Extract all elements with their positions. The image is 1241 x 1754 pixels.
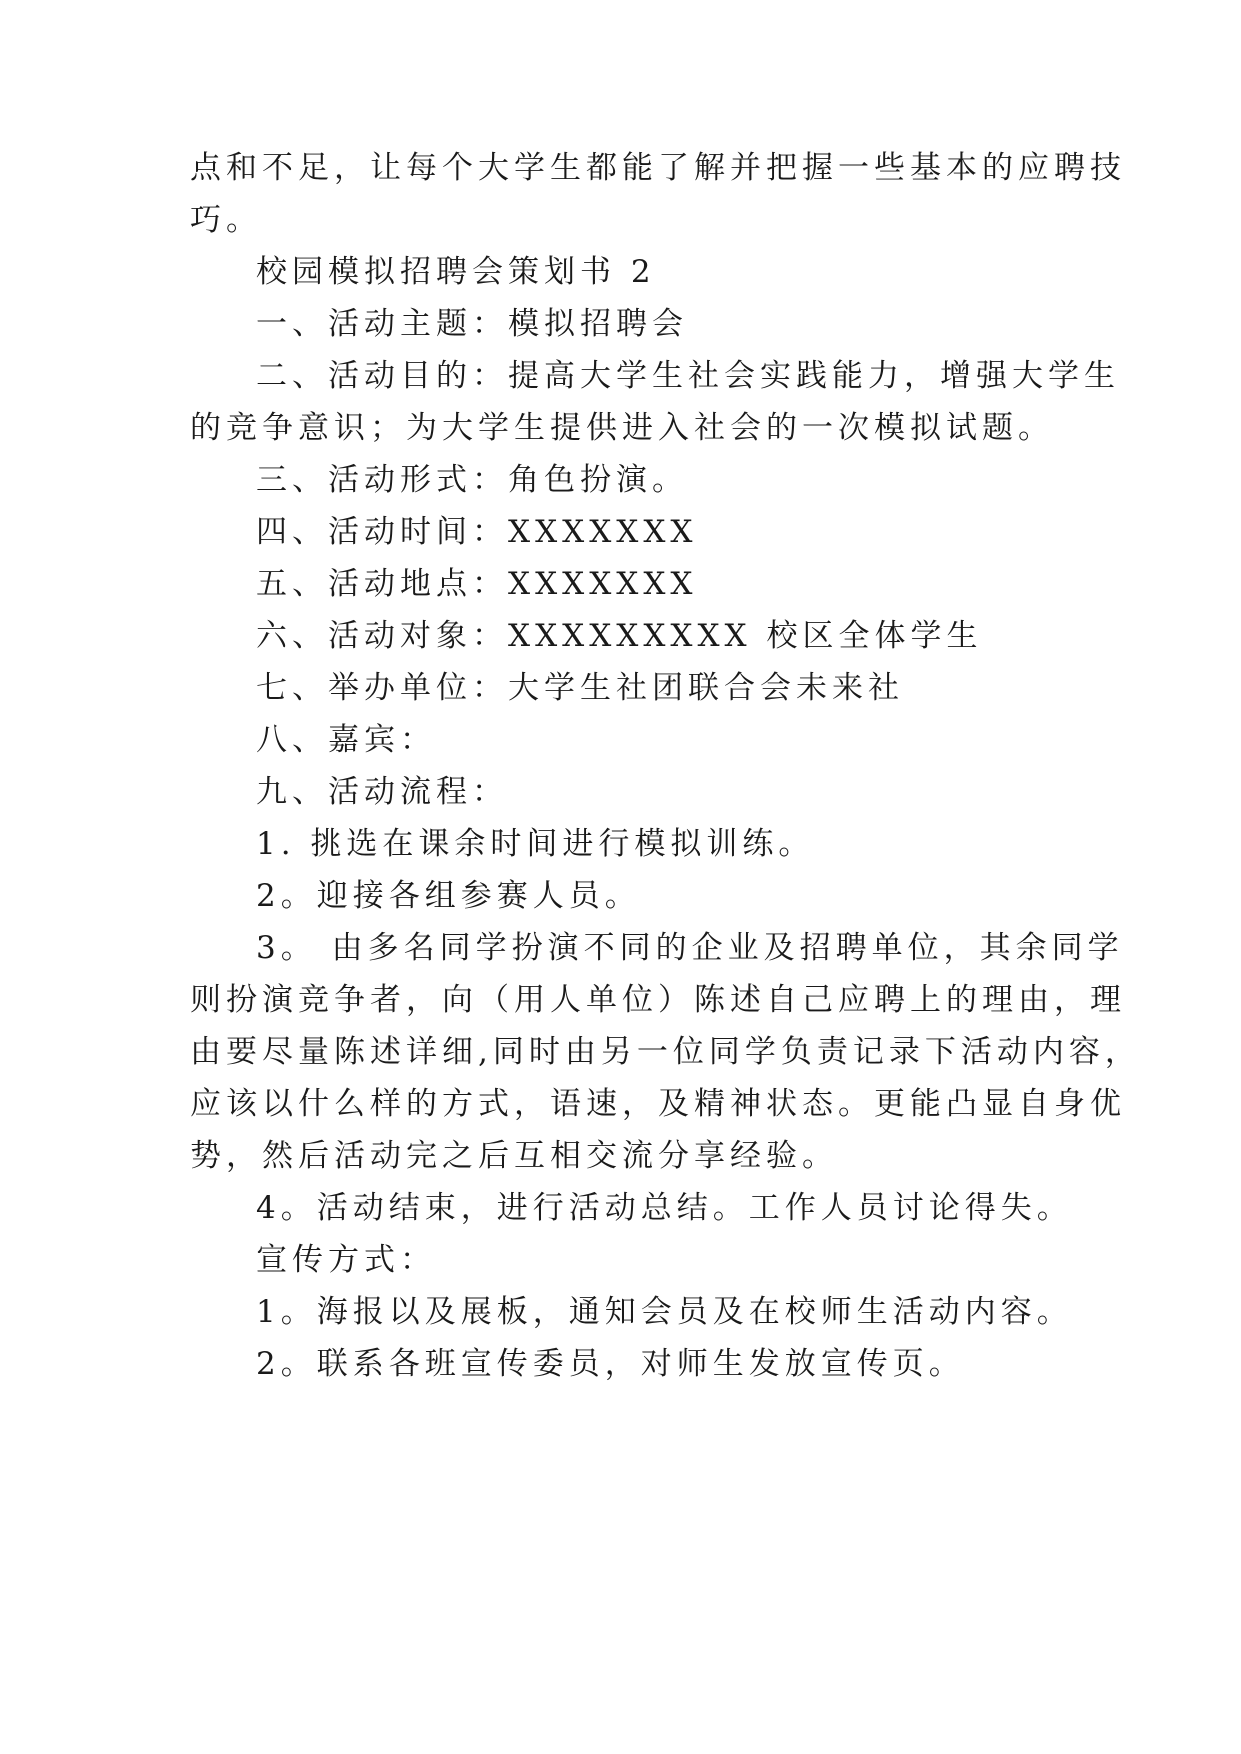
list-item: 1. 挑选在课余时间进行模拟训练。 xyxy=(256,826,815,862)
text-line: 应该以什么样的方式，语速，及精神状态。更能凸显自身优 xyxy=(190,1086,1126,1122)
text-line: 点和不足，让每个大学生都能了解并把握一些基本的应聘技 xyxy=(190,150,1126,186)
text-line: 势，然后活动完之后互相交流分享经验。 xyxy=(190,1138,838,1174)
text-line: 四、活动时间：XXXXXXX xyxy=(256,514,698,550)
text-line: 八、嘉宾： xyxy=(256,722,436,758)
text-line: 的竞争意识；为大学生提供进入社会的一次模拟试题。 xyxy=(190,410,1054,446)
text-line: 巧。 xyxy=(190,202,262,238)
text-line: 六、活动对象：XXXXXXXXX 校区全体学生 xyxy=(256,618,983,654)
list-item: 1。海报以及展板，通知会员及在校师生活动内容。 xyxy=(256,1294,1073,1330)
text-line: 由要尽量陈述详细,同时由另一位同学负责记录下活动内容， xyxy=(190,1034,1141,1070)
list-item: 4。活动结束，进行活动总结。工作人员讨论得失。 xyxy=(256,1190,1073,1226)
text-line: 七、举办单位：大学生社团联合会未来社 xyxy=(256,670,904,706)
section-title: 校园模拟招聘会策划书 2 xyxy=(256,254,656,290)
text-line: 九、活动流程： xyxy=(256,774,508,810)
text-line: 则扮演竞争者，向（用人单位）陈述自己应聘上的理由，理 xyxy=(190,982,1126,1018)
list-item: 2。迎接各组参赛人员。 xyxy=(256,878,641,914)
text-line: 宣传方式： xyxy=(256,1242,436,1278)
list-item: 3。 由多名同学扮演不同的企业及招聘单位，其余同学 xyxy=(256,930,1124,966)
list-item: 2。联系各班宣传委员，对师生发放宣传页。 xyxy=(256,1346,965,1382)
text-line: 五、活动地点：XXXXXXX xyxy=(256,566,698,602)
text-line: 一、活动主题：模拟招聘会 xyxy=(256,306,688,342)
text-line: 二、活动目的：提高大学生社会实践能力，增强大学生 xyxy=(256,358,1120,394)
text-line: 三、活动形式：角色扮演。 xyxy=(256,462,688,498)
